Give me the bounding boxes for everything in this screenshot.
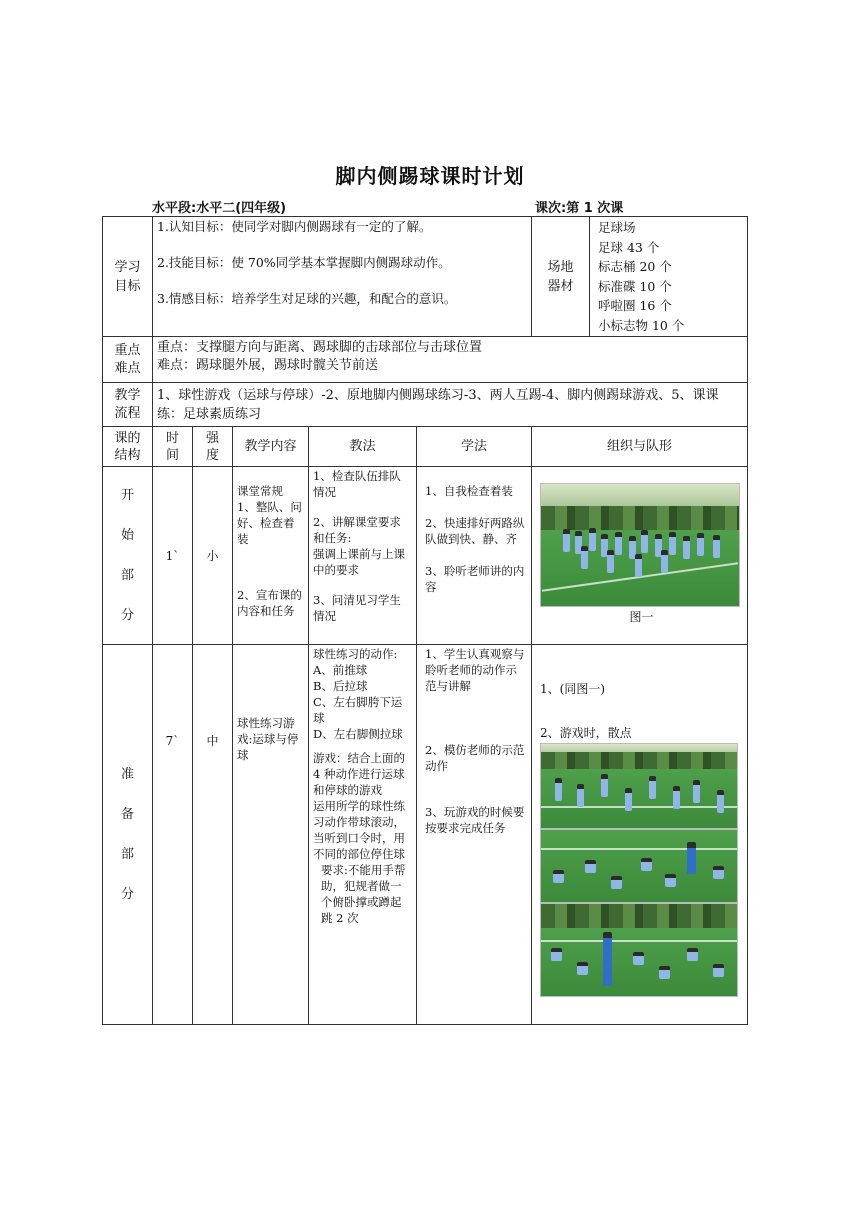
header-organization: 组织与队形 xyxy=(532,427,748,467)
objectives-cell xyxy=(153,217,532,337)
header-study: 学法 xyxy=(417,427,532,467)
venue-item: 小标志物 10 个 xyxy=(598,317,685,333)
study-cell: 1、自我检查着装 2、快速排好两路纵队做到快、静、齐 3、聆听老师讲的内容 xyxy=(417,467,532,645)
content-cell: 课堂常规 1、整队、问好、检查着装 2、宣布课的内容和任务 xyxy=(233,467,309,645)
keypoints-label: 重点难点 xyxy=(103,337,153,383)
method-cell: 1、检查队伍排队情况 2、讲解课堂要求和任务: 强调上课前与上课中的要求 3、问清见习学生情况 xyxy=(309,467,417,645)
venue-label: 场地器材 xyxy=(532,217,590,337)
objective-item: 3.情感目标：培养学生对足球的兴趣，和配合的意识。 xyxy=(157,291,457,306)
flow-label: 教学流程 xyxy=(103,383,153,427)
venue-item: 标志桶 20 个 xyxy=(598,259,672,274)
difficulty-point: 难点：踢球腿外展，踢球时髋关节前送 xyxy=(157,358,379,373)
venue-item: 足球 43 个 xyxy=(598,239,660,255)
level-label: 水平段:水平二(四年级) xyxy=(152,201,287,216)
venue-list xyxy=(590,217,748,337)
objective-item: 1.认知目标：使同学对脚内侧踢球有一定的了解。 xyxy=(157,219,432,234)
method-cell: 球性练习的动作: A、前推球 B、后拉球 C、左右脚胯下运球 D、左右脚侧拉球 游戏：结合上面的 4 种动作进行运球和停球的游戏 运用所学的球性练习动作带球滚动，当听到口令时，用不同的部位停住球 要求:不能用手帮助，犯规者做一个俯卧撑或蹲起跳 2 次 xyxy=(309,645,417,1025)
lesson-number: 课次:第 1 次课 xyxy=(535,201,624,216)
field-photo-2 xyxy=(540,743,738,829)
lesson-plan-table xyxy=(102,216,748,1025)
key-point: 重点：支撑腿方向与距离、踢球脚的击球部位与击球位置 xyxy=(157,340,483,355)
header-intensity: 强度 xyxy=(193,427,233,467)
flow-text: 1、球性游戏（运球与停球）-2、原地脚内侧踢球练习-3、两人互踢-4、脚内侧踢球游戏、5、课课练：足球素质练习 xyxy=(153,383,748,427)
header-time: 时间 xyxy=(153,427,193,467)
venue-item: 足球场 xyxy=(598,220,636,235)
page-title: 脚内侧踢球课时计划 xyxy=(335,164,525,188)
org-note: 2、游戏时，散点 xyxy=(540,726,632,740)
section-label: 准 备 部 分 xyxy=(103,645,153,1025)
field-photo-1 xyxy=(540,483,740,607)
header-structure: 课的结构 xyxy=(103,427,153,467)
table-row xyxy=(103,645,748,1025)
content-cell: 球性练习游戏:运球与停球 xyxy=(233,645,309,1025)
intensity-value: 中 xyxy=(193,645,233,1025)
org-note: 1、(同图一) xyxy=(540,682,605,696)
venue-item: 标准碟 10 个 xyxy=(598,278,672,294)
table-row xyxy=(103,467,748,645)
keypoints-cell xyxy=(153,337,748,383)
field-photo-4 xyxy=(540,903,738,997)
time-value: 7` xyxy=(153,645,193,1025)
figure-caption: 图一 xyxy=(629,610,654,624)
section-label: 开 始 部 分 xyxy=(103,467,153,645)
study-cell: 1、学生认真观察与聆听老师的动作示范与讲解 2、模仿老师的示范动作 3、玩游戏的时候要按要求完成任务 xyxy=(417,645,532,1025)
organization-cell xyxy=(532,467,748,645)
intensity-value: 小 xyxy=(193,467,233,645)
objective-item: 2.技能目标：使 70%同学基本掌握脚内侧踢球动作。 xyxy=(157,255,451,270)
header-content: 教学内容 xyxy=(233,427,309,467)
field-photo-3 xyxy=(540,829,738,903)
time-value: 1` xyxy=(153,467,193,645)
header-method: 教法 xyxy=(309,427,417,467)
venue-item: 呼啦圈 16 个 xyxy=(598,298,672,313)
organization-cell xyxy=(532,645,748,1025)
objectives-label: 学习目标 xyxy=(103,217,153,337)
